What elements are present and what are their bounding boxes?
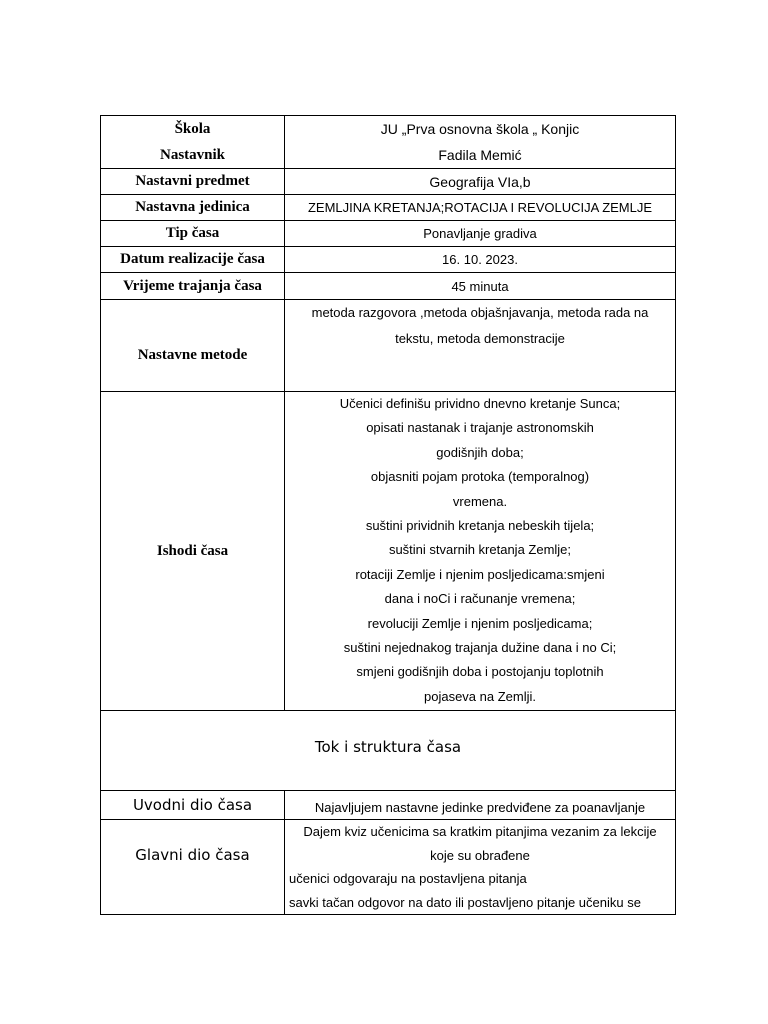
outcomes-label: Ishodi časa bbox=[101, 392, 285, 711]
subject-label: Nastavni predmet bbox=[101, 169, 285, 195]
structure-title: Tok i struktura časa bbox=[101, 711, 676, 791]
outcomes-row bbox=[101, 392, 676, 711]
main-list bbox=[285, 820, 676, 915]
outcome-item: godišnjih doba; bbox=[436, 444, 524, 460]
outcome-item: vremena. bbox=[452, 493, 508, 509]
intro-label: Uvodni dio časa bbox=[101, 791, 285, 820]
type-value: Ponavljanje gradiva bbox=[285, 221, 676, 247]
outcome-item: suštini prividnih kretanja nebeskih tijela; bbox=[365, 518, 595, 534]
main-row bbox=[101, 820, 676, 915]
school-label-cell bbox=[101, 116, 285, 169]
duration-label: Vrijeme trajanja časa bbox=[101, 273, 285, 300]
unit-row bbox=[101, 195, 676, 221]
main-line: učenici odgovaraju na postavljena pitanja bbox=[289, 871, 527, 886]
outcome-item: objasniti pojam protoka (temporalnog) bbox=[370, 469, 590, 485]
date-value: 16. 10. 2023. bbox=[285, 247, 676, 273]
main-line: koje su obrađene bbox=[430, 847, 530, 863]
intro-row bbox=[101, 791, 676, 820]
methods-row bbox=[101, 300, 676, 392]
school-row bbox=[101, 116, 676, 169]
outcome-item: pojaseva na Zemlji. bbox=[424, 688, 536, 704]
unit-value: ZEMLJINA KRETANJA;ROTACIJA I REVOLUCIJA ZEMLJE bbox=[285, 195, 676, 221]
subject-value: Geografija VIa,b bbox=[285, 169, 676, 195]
methods-line: metoda razgovora ,metoda objašnjavanja, metoda rada na bbox=[311, 305, 649, 320]
outcome-item: smjeni godišnjih doba i postojanju toplotnih bbox=[356, 664, 604, 680]
teacher-value: Fadila Memić bbox=[438, 147, 522, 163]
intro-value: Najavljujem nastavne jedinke predviđene za poanavljanje bbox=[285, 791, 676, 820]
school-label: Škola bbox=[174, 121, 211, 137]
duration-value: 45 minuta bbox=[285, 273, 676, 300]
outcome-item: suštini stvarnih kretanja Zemlje; bbox=[388, 542, 572, 558]
methods-label: Nastavne metode bbox=[101, 300, 285, 392]
date-label: Datum realizacije časa bbox=[101, 247, 285, 273]
type-label: Tip časa bbox=[101, 221, 285, 247]
duration-row bbox=[101, 273, 676, 300]
outcomes-list bbox=[285, 392, 676, 711]
outcome-item: Učenici definišu prividno dnevno kretanje Sunca; bbox=[339, 396, 621, 411]
subject-row bbox=[101, 169, 676, 195]
methods-line: tekstu, metoda demonstracije bbox=[395, 331, 565, 346]
structure-row bbox=[101, 711, 676, 791]
lesson-plan-table bbox=[100, 115, 676, 915]
outcome-item: opisati nastanak i trajanje astronomskih bbox=[366, 420, 594, 436]
type-row bbox=[101, 221, 676, 247]
school-value-cell bbox=[285, 116, 676, 169]
outcome-item: suštini nejednakog trajanja dužine dana i no Ci; bbox=[343, 640, 617, 656]
outcome-item: rotaciji Zemlje i njenim posljedicama:smjeni bbox=[355, 566, 605, 582]
outcome-item: revoluciji Zemlje i njenim posljedicama; bbox=[367, 615, 593, 631]
teacher-label: Nastavnik bbox=[159, 147, 226, 163]
main-label: Glavni dio časa bbox=[101, 820, 285, 915]
methods-value bbox=[285, 300, 676, 392]
unit-label: Nastavna jedinica bbox=[101, 195, 285, 221]
school-value: JU „Prva osnovna škola „ Konjic bbox=[380, 121, 580, 137]
main-line: Dajem kviz učenicima sa kratkim pitanjima vezanim za lekcije bbox=[303, 824, 657, 839]
date-row bbox=[101, 247, 676, 273]
main-line: savki tačan odgovor na dato ili postavljeno pitanje učeniku se bbox=[289, 894, 641, 910]
outcome-item: dana i noCi i računanje vremena; bbox=[384, 591, 576, 607]
